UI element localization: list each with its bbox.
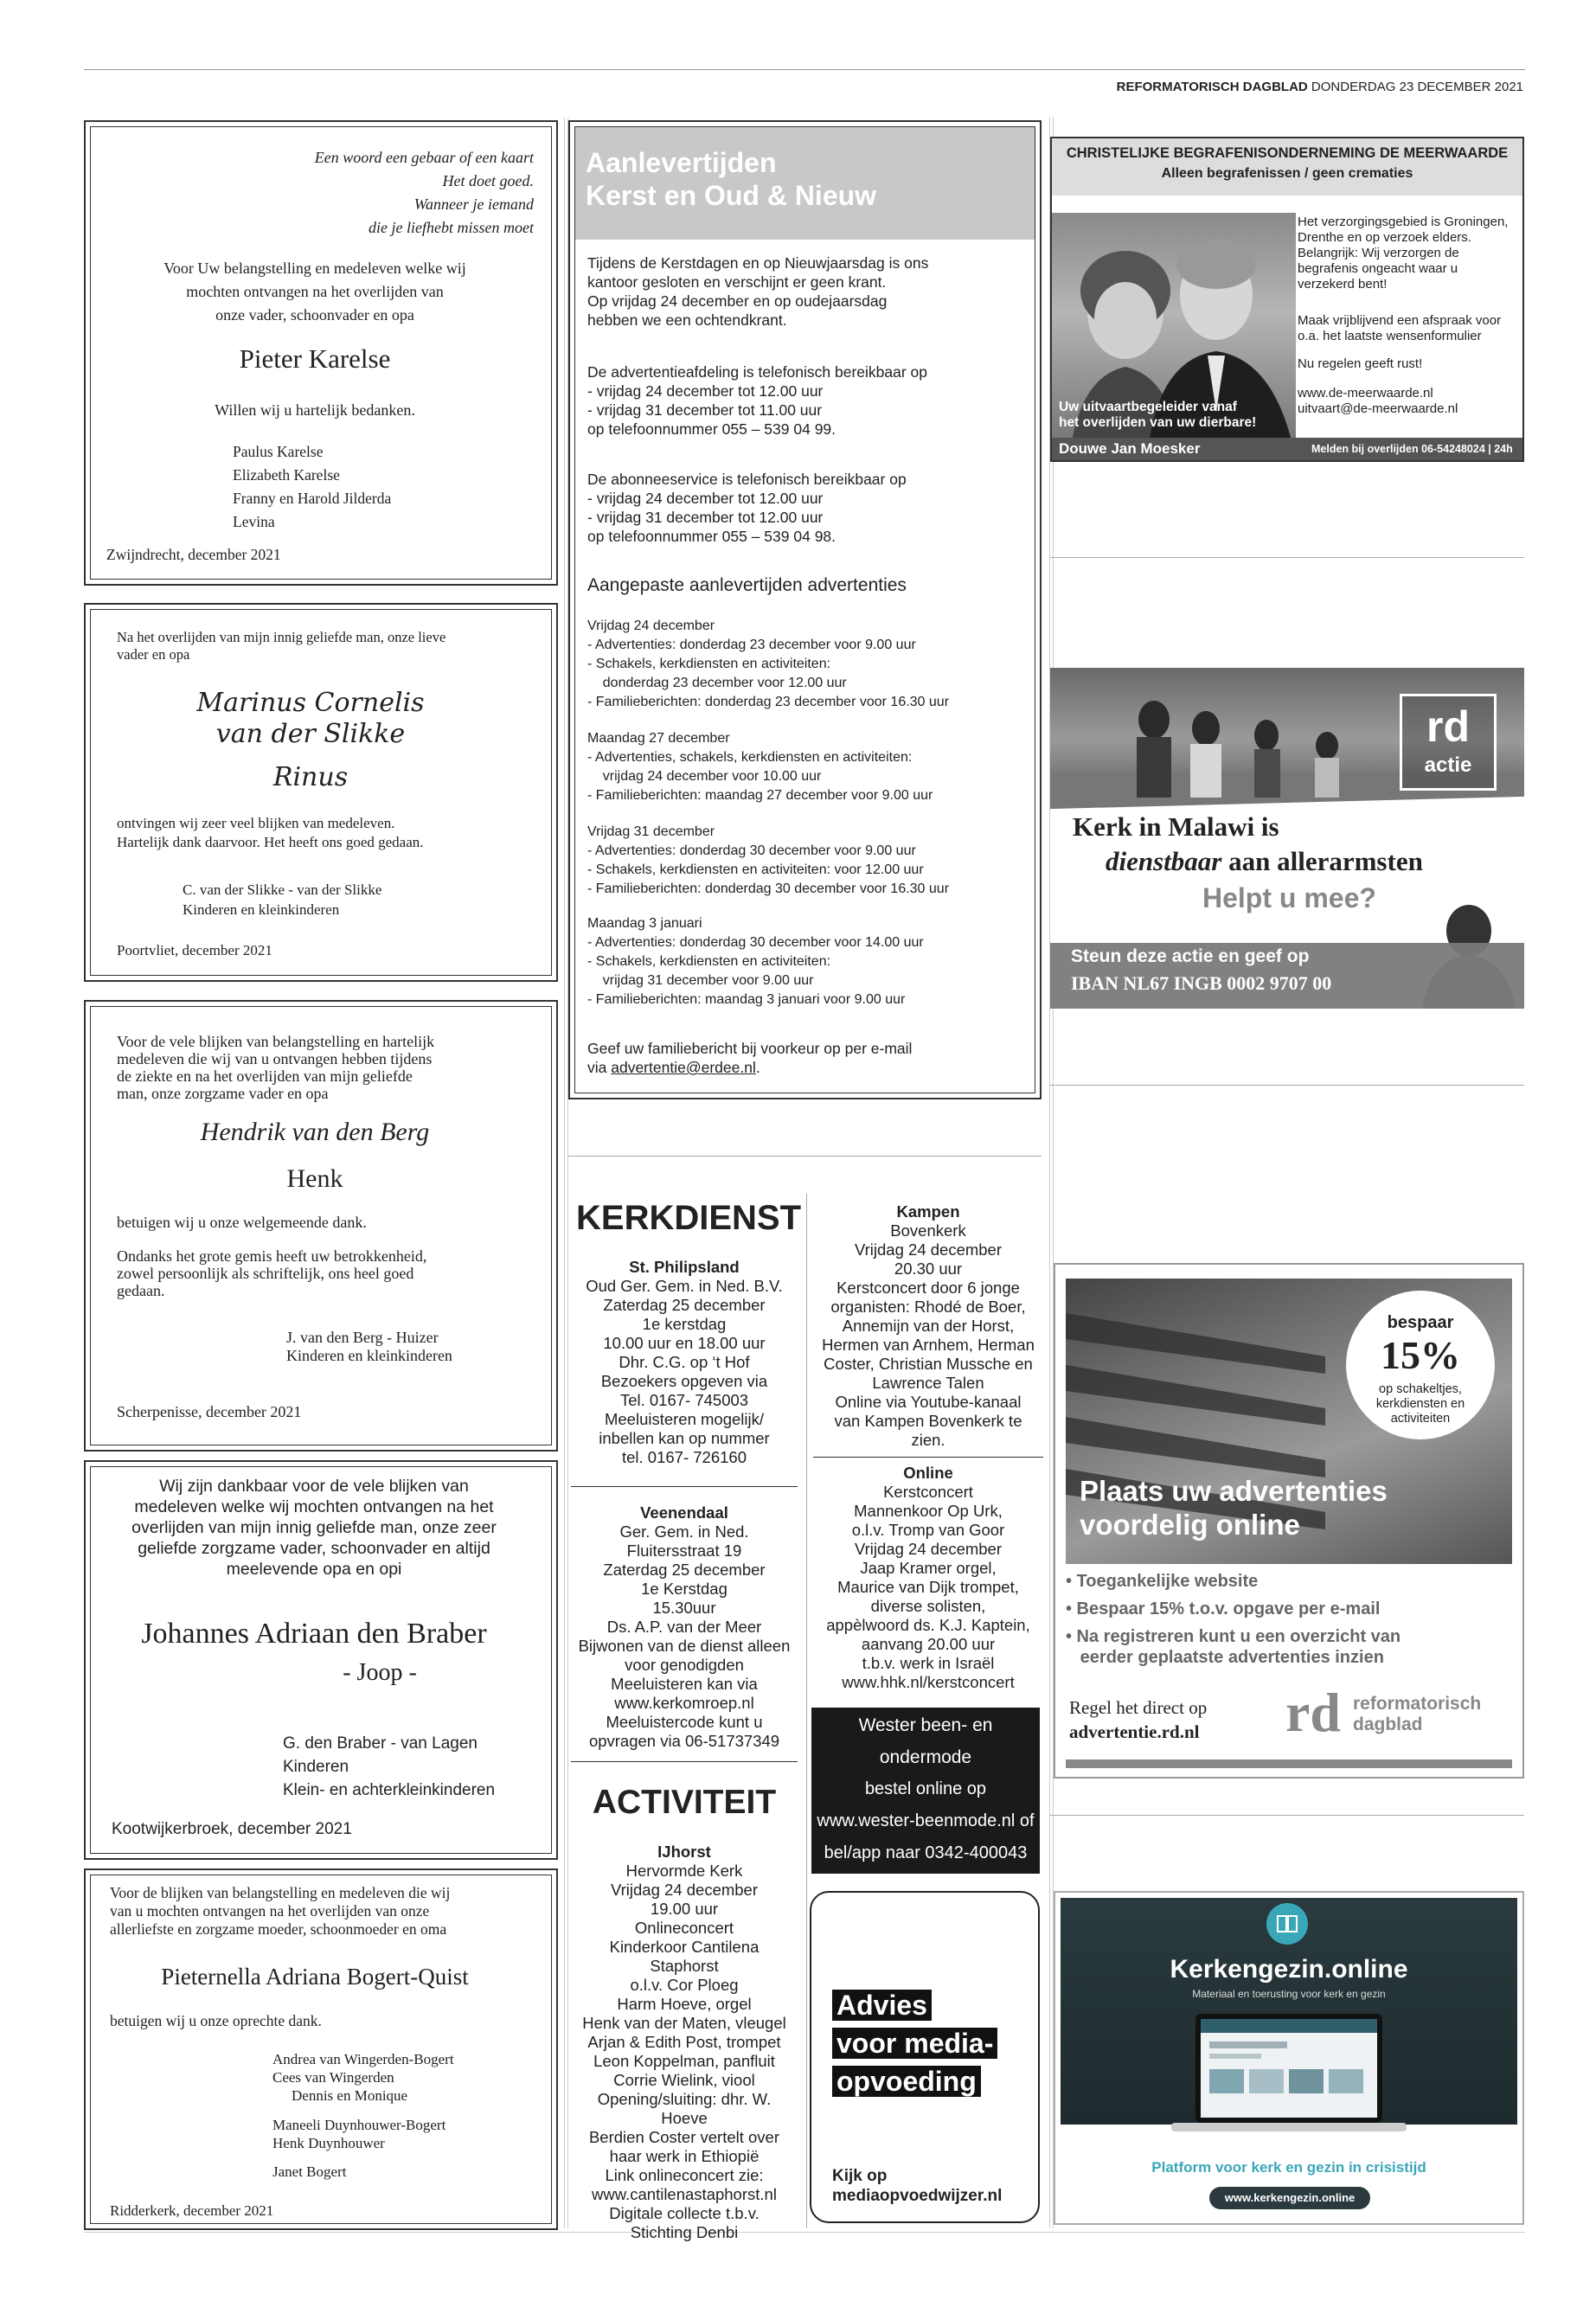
online-ad-headline: Plaats uw advertenties voordelig online <box>1080 1475 1388 1541</box>
notice-family: Paulus Karelse Elizabeth Karelse Franny en Harold Jilderda Levina <box>233 443 392 530</box>
deceased-nickname: - Joop - <box>343 1659 417 1686</box>
advertentie-email-link[interactable]: advertentie@erdee.nl <box>611 1059 756 1076</box>
discount-badge: bespaar 15% op schakeltjes, kerkdiensten en activiteiten <box>1346 1291 1495 1439</box>
kerkengezin-tagline: Platform voor kerk en gezin in crisistijd <box>1151 2159 1426 2176</box>
meerwaarde-info-2: Maak vrijblijvend een afspraak voor o.a. het laatste wensenformulier <box>1298 313 1502 343</box>
online-ad[interactable] <box>1054 1263 1524 1779</box>
notice-thanks: betuigen wij u onze welgemeende dank. <box>117 1214 367 1231</box>
notice-family: J. van den Berg - Huizer Kinderen en kleinkinderen <box>286 1329 452 1364</box>
rd-actie-headline-2: dienstbaar aan allerarmsten <box>1106 846 1423 876</box>
kerkdienst-online: Online Kerstconcert Mannenkoor Op Urk, o.l.v. Tromp van Goor Vrijdag 24 december Jaap Kramer orgel, Maurice van Dijk trompet, diverse solisten, appèlwoord ds. K.J. Kaptein, aanvang 20.00 uur t.b.v. werk in Israël www.hhk.nl/kerstconcert <box>826 1464 1030 1691</box>
kerkdienst-st-philipsland: St. Philipsland Oud Ger. Gem. in Ned. B.V. Zaterdag 25 december 1e kerstdag 10.00 uur en 18.00 uur Dhr. C.G. op ‘t Hof Bezoekers opgeven via Tel. 0167- 745003 Meeluisteren mogelijk/ inbellen kan op nummer tel. 0167- 726160 <box>586 1258 783 1466</box>
meerwaarde-tagline: Nu regelen geeft rust! <box>1298 356 1423 371</box>
notice-family-c: Janet Bogert <box>272 2163 347 2180</box>
deceased-name: Pieternella Adriana Bogert-Quist <box>161 1964 469 1990</box>
col3-rule-1 <box>1050 557 1524 558</box>
kerkdienst-veenendaal: Veenendaal Ger. Gem. in Ned. Fluitersstraat 19 Zaterdag 25 december 1e Kerstdag 15.30uur Ds. A.P. van der Meer Bijwonen van de dienst alleen voor genodigden Meeluisteren kan via www.kerkomroep.nl Meeluistercode kunt u opvragen via 06-51737349 <box>578 1503 791 1750</box>
kd-divider <box>571 1486 798 1487</box>
kerkdienst-kampen: Kampen Bovenkerk Vrijdag 24 december 20.30 uur Kerstconcert door 6 jonge organisten: Rhodé de Boer, Annemijn van der Horst, Hermen van Arnhem, Herman Coster, Christian Mussche en Lawrence Talen Online via Youtube-kanaal van Kampen Bovenkerk te zien. <box>822 1202 1035 1449</box>
deadline-block-3: Vrijdag 31 december - Advertenties: donderdag 30 december voor 9.00 uur - Schakels, kerkdiensten en activiteiten: voor 12.00 uur - Familieberichten: donderdag 30 december voor 16.30 uur <box>587 824 950 896</box>
notice-intro: Voor de vele blijken van belangstelling en hartelijk medeleven die wij van u ontvangen hebben tijdens de ziekte en na het overlijden van mijn geliefde man, onze zorgzame vader en opa <box>117 1033 435 1102</box>
page-header <box>1117 80 1523 94</box>
deadlines-subtitle: Aangepaste aanlevertijden advertenties <box>587 575 907 595</box>
activiteit-ijhorst: IJhorst Hervormde Kerk Vrijdag 24 december 19.00 uur Onlineconcert Kinderkoor Cantilena Staphorst o.l.v. Cor Ploeg Harm Hoeve, orgel Henk van der Maten, vleugel Arjan & Edith Post, trompet Leon Koppelman, panfluit Corrie Wielink, viool Opening/sluiting: dhr. W. Hoeve Berdien Coster vertelt over haar werk in Ethiopië Link onlineconcert zie: www.cantilenastaphorst.nl Digitale collecte t.b.v. Stichting Denbi <box>582 1843 786 2241</box>
notice-family: G. den Braber - van Lagen Kinderen Klein- en achterkleinkinderen <box>283 1734 496 1799</box>
notice-thanks: Willen wij u hartelijk bedanken. <box>215 401 415 419</box>
notice-body: Ondanks het grote gemis heeft uw betrokkenheid, zowel persoonlijk als schriftelijk, ons heel goed gedaan. <box>117 1247 427 1299</box>
notice-thanks: betuigen wij u onze oprechte dank. <box>110 2012 322 2029</box>
deadlines-title: Aanlevertijden Kerst en Oud & Nieuw <box>586 147 877 211</box>
section-rule <box>568 1156 1042 1157</box>
paper-name: REFORMATORISCH DAGBLAD <box>1116 80 1308 94</box>
online-ad-cta: Regel het direct op advertentie.rd.nl <box>1069 1697 1208 1742</box>
notice-body: ontvingen wij zeer veel blijken van medeleven. Hartelijk dank daarvoor. Het heeft ons goed gedaan. <box>117 815 424 850</box>
meerwaarde-slogan: Uw uitvaartbegeleider vanaf het overlijden van uw dierbare! <box>1059 400 1257 430</box>
column-rule-1 <box>564 118 565 2228</box>
meerwaarde-web: www.de-meerwaarde.nl uitvaart@de-meerwaarde.nl <box>1298 386 1458 416</box>
kerkdienst-heading: KERKDIENST <box>576 1199 802 1237</box>
meerwaarde-title: CHRISTELIJKE BEGRAFENISONDERNEMING DE MEERWAARDE <box>1066 145 1509 161</box>
kd-divider-3 <box>813 1457 1043 1458</box>
activiteit-heading: ACTIVITEIT <box>592 1784 777 1821</box>
media-tags: Advies voor media- opvoeding <box>832 1986 997 2100</box>
notice-family: C. van der Slikke - van der Slikke Kinderen en kleinkinderen <box>183 881 382 918</box>
deadlines-title-bar <box>575 127 1035 240</box>
notice-intro: Wij zijn dankbaar voor de vele blijken van medeleven welke wij mochten ontvangen na het overlijden van mijn innig geliefde man, onze zeer geliefde zorgzame vader, schoonvader en altijd meelevende opa en opi <box>131 1477 497 1579</box>
deceased-name: Pieter Karelse <box>239 343 391 374</box>
book-icon <box>1266 1903 1308 1945</box>
rd-actie-footer-1: Steun deze actie en geef op <box>1071 946 1310 966</box>
notice-den-braber <box>84 1460 558 1860</box>
col3-rule-2 <box>1050 1085 1524 1086</box>
rd-actie-headline: Kerk in Malawi is <box>1073 811 1279 842</box>
kerkengezin-url-button[interactable]: www.kerkengezin.online <box>1209 2187 1370 2209</box>
rd-actie-ad[interactable] <box>1050 668 1524 1009</box>
meerwaarde-subtitle: Alleen begrafenissen / geen crematies <box>1161 166 1413 181</box>
notice-intro: Voor de blijken van belangstelling en medeleven die wij van u mochten ontvangen na het overlijden van onze allerliefste en zorgzame moeder, schoonmoeder en oma <box>110 1884 451 1938</box>
deadlines-p1: Tijdens de Kerstdagen en op Nieuwjaarsdag is ons kantoor gesloten en verschijnt er geen krant. Op vrijdag 24 december en op oudejaarsdag hebben we een ochtendkrant. <box>587 254 929 329</box>
kd-col-rule <box>806 1194 807 2228</box>
notice-van-den-berg <box>84 1000 558 1452</box>
deadline-block-2: Maandag 27 december - Advertenties, schakels, kerkdiensten en activiteiten: vrijdag 24 december voor 10.00 uur - Familieberichten: maandag 27 december voor 9.00 uur <box>587 731 933 803</box>
deceased-name: Hendrik van den Berg <box>200 1118 430 1146</box>
kd-divider-2 <box>571 1761 798 1762</box>
media-ad[interactable] <box>810 1891 1040 2223</box>
meerwaarde-ad[interactable] <box>1050 137 1524 462</box>
deadlines-box <box>568 120 1042 1099</box>
rd-actie-logo: rd actie <box>1400 694 1497 791</box>
notice-place: Scherpenisse, december 2021 <box>117 1403 302 1420</box>
deceased-name: Johannes Adriaan den Braber <box>141 1618 487 1650</box>
deadlines-p3: De abonneeservice is telefonisch bereikbaar op - vrijdag 24 december tot 12.00 uur - vrijdag 31 december tot 12.00 uur op telefoonnummer 055 – 539 04 98. <box>587 471 907 545</box>
meerwaarde-person: Douwe Jan Moesker <box>1059 440 1201 457</box>
notice-place: Zwijndrecht, december 2021 <box>106 546 281 563</box>
notice-intro: Na het overlijden van mijn innig geliefde man, onze lieve vader en opa <box>117 629 446 663</box>
media-cta: Kijk op mediaopvoedwijzer.nl <box>832 2167 1003 2205</box>
online-ad-bullets: • Toegankelijke website • Bespaar 15% t.o.v. opgave per e-mail • Na registreren kunt u een overzicht van eerder geplaatste advertenties inzien <box>1066 1572 1401 1667</box>
notice-van-der-slikke <box>84 603 558 982</box>
deceased-nickname: Rinus <box>272 762 349 792</box>
rd-actie-question: Helpt u mee? <box>1202 882 1376 913</box>
deadlines-footer: Geef uw familiebericht bij voorkeur op per e-mail via advertentie@erdee.nl. <box>587 1040 913 1076</box>
deadlines-p2: De advertentieafdeling is telefonisch bereikbaar op - vrijdag 24 december tot 12.00 uur - vrijdag 31 december tot 11.00 uur op telefoonnummer 055 – 539 04 99. <box>587 363 928 438</box>
laptop-mockup <box>1171 2014 1407 2144</box>
wester-ad[interactable]: Wester been- en ondermode bestel online op www.wester-beenmode.nl of bel/app naar 0342-400043 voor click & collect <box>811 1708 1040 1874</box>
deadline-block-1: Vrijdag 24 december - Advertenties: donderdag 23 december voor 9.00 uur - Schakels, kerkdiensten en activiteiten: donderdag 23 december voor 12.00 uur - Familieberichten: donderdag 23 december voor 16.30 uur <box>587 619 950 709</box>
kerkengezin-title: Kerkengezin.online <box>1170 1955 1408 1984</box>
notice-family-b: Maneeli Duynhouwer-Bogert Henk Duynhouwer <box>272 2117 446 2151</box>
deceased-name: Marinus Cornelis van der Slikke <box>196 688 425 749</box>
notice-karelse <box>84 120 558 586</box>
notice-poem: Een woord een gebaar of een kaart Het doet goed. Wanneer je iemand die je liefhebt missen moet <box>314 149 534 236</box>
col3-rule-3 <box>1050 1815 1524 1816</box>
bottom-rule <box>84 2232 1525 2233</box>
rd-logo: rd <box>1285 1682 1341 1743</box>
header-date: DONDERDAG 23 DECEMBER 2021 <box>1311 80 1523 94</box>
deceased-nickname: Henk <box>286 1164 343 1193</box>
notice-bogert-quist <box>84 1868 558 2230</box>
kerkengezin-sub: Materiaal en toerusting voor kerk en gezin <box>1192 1988 1386 2000</box>
notice-place: Poortvliet, december 2021 <box>117 942 272 958</box>
notice-family-a: Andrea van Wingerden-Bogert Cees van Wingerden Dennis en Monique <box>272 2051 454 2104</box>
kerkengezin-ad[interactable] <box>1054 1891 1524 2225</box>
deadline-block-4: Maandag 3 januari - Advertenties: donderdag 30 december voor 14.00 uur - Schakels, kerkdiensten en activiteiten: vrijdag 31 december voor 9.00 uur - Familieberichten: maandag 3 januari voor 9.00 uur <box>587 916 924 1007</box>
meerwaarde-info: Het verzorgingsgebied is Groningen, Drenthe en op verzoek elders. Belangrijk: Wij verzorgen de begrafenis ongeacht waar u verzekerd bent! <box>1298 215 1509 292</box>
top-rule <box>84 69 1525 70</box>
notice-place: Kootwijkerbroek, december 2021 <box>112 1820 352 1838</box>
rd-logo-text: reformatorisch dagblad <box>1353 1694 1482 1734</box>
rd-actie-iban: IBAN NL67 INGB 0002 9707 00 <box>1071 972 1332 994</box>
notice-intro: Voor Uw belangstelling en medeleven welke wij mochten ontvangen na het overlijden van onze vader, schoonvader en opa <box>163 260 466 324</box>
notice-place: Ridderkerk, december 2021 <box>110 2202 274 2219</box>
meerwaarde-contact: Melden bij overlijden 06-54248024 | 24h <box>1311 443 1513 455</box>
